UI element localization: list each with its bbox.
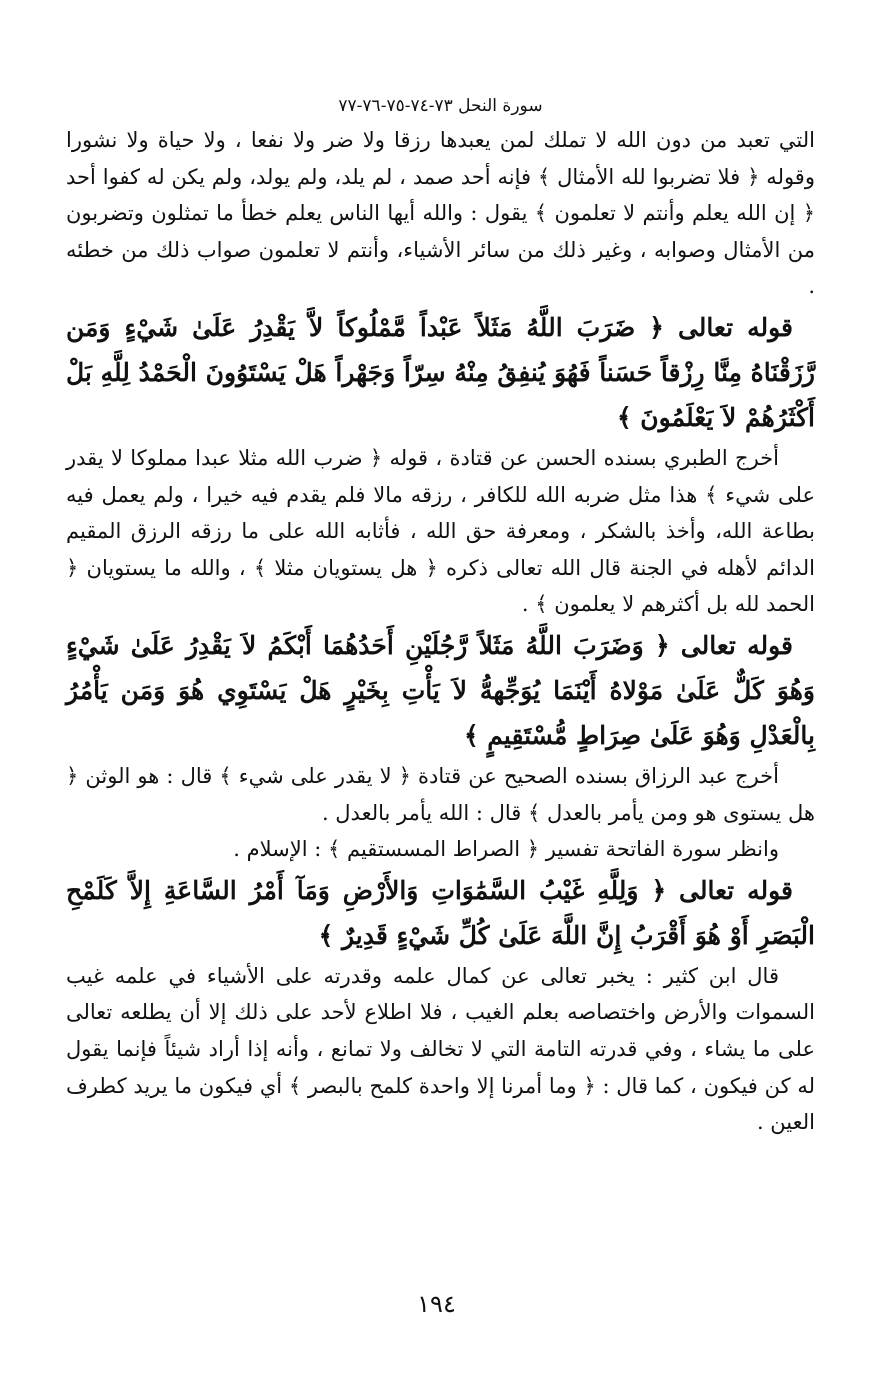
verse-paragraph-2: قوله تعالى ﴿ وَضَرَبَ اللَّهُ مَثَلاً رَّجُلَيْنِ أَحَدُهُمَا أَبْكَمُ لاَ يَقْدِرُ عَلَىٰ شَيْءٍ وَهُوَ كَلٌّ عَلَىٰ مَوْلاهُ أَيْنَمَا يُوَجِّههُّ لاَ يَأْتِ بِخَيْرٍ هَلْ يَسْتَوِي هُوَ وَمَن يَأْمُرُ بِالْعَدْلِ وَهُوَ عَلَىٰ صِرَاطٍ مُّسْتَقِيمٍ ﴾ (66, 630, 815, 750)
commentary-paragraph-5: قال ابن كثير : يخبر تعالى عن كمال علمه وقدرته على الأشياء في علمه غيب السموات والأرض واختصاصه بعلم الغيب ، فلا اطلاع لأحد على ذلك إلا أن يطلعه تعالى على ما يشاء ، وفي قدرته التامة التي لا تخالف ولا تمانع ، وأنه إذا أراد شيئاً فإنما يقول له كن فيكون ، كما قال : ﴿ وما أمرنا إلا واحدة كلمح بالبصر ﴾ أي فيكون ما يريد كطرف العين . (66, 963, 815, 1135)
commentary-paragraph-1: التي تعبد من دون الله لا تملك لمن يعبدها رزقا ولا ضر ولا نفعا ، ولا حياة ولا نشورا وقوله ﴿ فلا تضربوا لله الأمثال ﴾ فإنه أحد صمد ، لم يلد، ولم يولد، ولم يكن له كفوا أحد ﴿ إن الله يعلم وأنتم لا تعلمون ﴾ يقول : والله أيها الناس يعلم خطأ ما تمثلون وتضربون من الأمثال وصوابه ، وغير ذلك من سائر الأشياء، وأنتم لا تعلمون صواب ذلك من خطئه . (66, 128, 815, 299)
commentary-paragraph-2: أخرج الطبري بسنده الحسن عن قتادة ، قوله ﴿ ضرب الله مثلا عبدا مملوكا لا يقدر على شيء ﴾ هذا مثل ضربه الله للكافر ، رزقه مالا فلم يقدم فيه خيرا ، ولم يعمل فيه بطاعة الله، وأخذ بالشكر ، ومعرفة حق الله ، فأثابه الله على ما رزقه الرزق المقيم الدائم لأهله في الجنة قال الله تعالى ذكره ﴿ هل يستويان مثلا ﴾ ، والله ما يستويان ﴿ الحمد لله بل أكثرهم لا يعلمون ﴾ . (66, 445, 815, 617)
verse-paragraph-1: قوله تعالى ﴿ ضَرَبَ اللَّهُ مَثَلاً عَبْداً مَّمْلُوكاً لاَّ يَقْدِرُ عَلَىٰ شَيْءٍ وَمَن رَّزَقْنَاهُ مِنَّا رِزْقاً حَسَناً فَهُوَ يُنفِقُ مِنْهُ سِرّاً وَجَهْراً هَلْ يَسْتَوُونَ الْحَمْدُ لِلَّهِ بَلْ أَكْثَرُهُمْ لاَ يَعْلَمُونَ ﴾ (66, 312, 815, 432)
commentary-paragraph-3: أخرج عبد الرزاق بسنده الصحيح عن قتادة ﴿ لا يقدر على شيء ﴾ قال : هو الوثن ﴿ هل يستوى هو ومن يأمر بالعدل ﴾ قال : الله يأمر بالعدل . (66, 763, 815, 825)
verse-paragraph-3: قوله تعالى ﴿ وَلِلَّهِ غَيْبُ السَّمَٰوَاتِ وَالأَرْضِ وَمَآ أَمْرُ السَّاعَةِ إِلاَّ كَلَمْحِ الْبَصَرِ أَوْ هُوَ أَقْرَبُ إِنَّ اللَّهَ عَلَىٰ كُلِّ شَيْءٍ قَدِيرٌ ﴾ (66, 875, 815, 950)
commentary-paragraph-4: وانظر سورة الفاتحة تفسير ﴿ الصراط المسستقيم ﴾ : الإسلام . (233, 837, 779, 862)
running-header: سورة النحل ٧٣-٧٤-٧٥-٧٦-٧٧ (338, 96, 543, 116)
page-number: ١٩٤ (417, 1290, 456, 1318)
